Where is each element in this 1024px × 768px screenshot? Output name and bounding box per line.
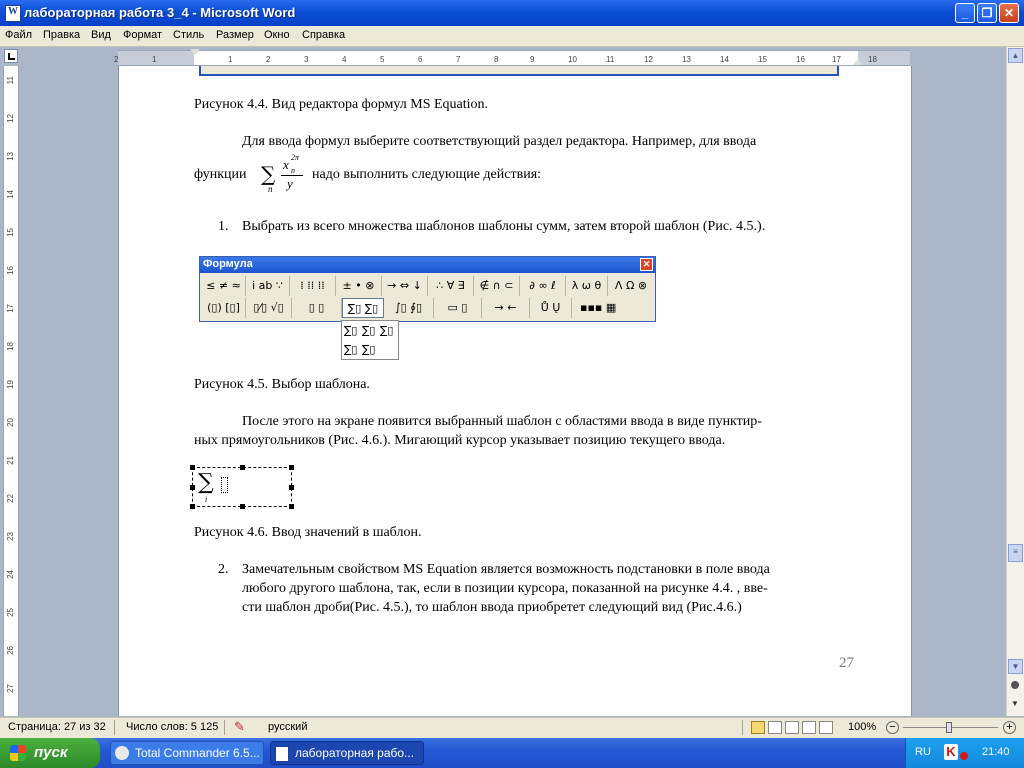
menu-bar [0,26,1024,47]
status-separator [114,720,115,735]
ruler-tick: 2 [266,55,271,64]
status-separator [742,720,743,735]
menu-edit[interactable]: Правка [43,29,81,41]
equation-toolbar-figure[interactable] [199,256,656,322]
list-item-2-line-2: любого другого шаблона, так, если в позиции курсора, показанной на рисунке 4.4. , вве- [242,581,768,596]
vruler-tick: 15 [6,228,15,237]
sum-template-image[interactable] [192,467,292,507]
vertical-ruler[interactable] [3,66,19,716]
ruler-tick: 12 [644,55,653,64]
caption-figure-4-4: Рисунок 4.4. Вид редактора формул MS Equation. [194,97,489,112]
resize-handle[interactable] [190,504,195,509]
taskbar-task-label: лабораторная рабо... [295,746,415,760]
resize-handle[interactable] [240,465,245,470]
taskbar-total-commander[interactable] [110,741,264,765]
minimize-button[interactable]: _ [955,3,975,23]
ruler-tick: 16 [796,55,805,64]
paragraph-1-fn-before: функции [194,167,247,182]
eq-overbars-button[interactable]: ▭ ▯ [434,298,482,318]
list-item-1-text: Выбрать из всего множества шаблонов шаблоны сумм, затем второй шаблон (Рис. 4.5.). [242,219,766,234]
eq-operators-button[interactable]: ± • ⊗ [336,276,382,296]
eq-greek-lower-button[interactable]: λ ω θ [566,276,608,296]
vruler-tick: 27 [6,684,15,693]
eq-fences-button[interactable]: (▯) [▯] [202,298,246,318]
page-number: 27 [839,655,854,671]
system-tray [905,738,1024,768]
ruler-tick: 18 [868,55,877,64]
language-indicator[interactable]: RU [915,746,931,758]
first-line-indent-marker[interactable] [190,49,200,55]
title-bar[interactable] [0,0,1024,26]
equation-toolbar-title: Формула [203,258,253,270]
ruler-tick: 15 [758,55,767,64]
ruler-tick: 14 [720,55,729,64]
paragraph-1-line-1: Для ввода формул выберите соответствующий раздел редактора. Например, для ввода [242,134,757,149]
list-item-2-line-1: Замечательным свойством MS Equation является возможность подстановки в поле ввода [242,562,770,577]
ruler-tick: 17 [832,55,841,64]
close-button[interactable]: ✕ [999,3,1019,23]
ruler-tick: 4 [342,55,347,64]
vruler-tick: 14 [6,190,15,199]
sum-template-sub: i [205,495,208,504]
eq-misc-button[interactable]: ∂ ∞ ℓ [520,276,566,296]
start-button[interactable] [0,738,100,768]
right-indent-marker[interactable] [853,59,863,65]
next-page-icon[interactable]: ▼ [1011,699,1019,708]
menu-help[interactable]: Справка [302,29,346,41]
sum-template-option[interactable]: ∑▯ [362,343,376,356]
eq-embellishments-button[interactable]: ⁞ ⁞⁞ ⁞⁞ [290,276,336,296]
eq-fractions-button[interactable]: ▯⁄▯ √▯ [246,298,292,318]
antivirus-icon[interactable]: K [944,744,958,760]
vruler-tick: 21 [6,456,15,465]
menu-view[interactable]: Вид [91,29,111,41]
status-bar [0,717,1024,738]
eq-matrices-button[interactable]: ▪▪▪ ▦ [580,301,617,314]
eq-greek-upper-button[interactable]: Λ Ω ⊗ [614,279,648,292]
windows-logo-icon [10,745,26,761]
formula-sigma: ∑ [261,162,276,186]
window-title: лабораторная работа 3_4 - Microsoft Word [24,5,296,20]
eq-arrows-button[interactable]: → ⇔ ↓ [382,276,428,296]
ruler-tick: 1 [228,55,233,64]
caption-figure-4-5: Рисунок 4.5. Выбор шаблона. [194,377,370,392]
web-layout-view-icon[interactable] [768,721,782,734]
status-language[interactable]: русский [268,721,308,733]
menu-size[interactable]: Размер [216,29,254,41]
menu-format[interactable]: Формат [123,29,163,41]
formula-den: y [287,176,293,191]
ruler-tick: 2 [114,55,119,64]
print-layout-view-icon[interactable] [751,721,765,734]
vruler-tick: 13 [6,152,15,161]
list-item-1-number: 1. [218,219,229,234]
outline-view-icon[interactable] [802,721,816,734]
zoom-out-icon[interactable]: − [886,721,899,734]
taskbar-word-document[interactable] [270,741,424,765]
alert-icon[interactable] [960,752,968,760]
ruler-tick: 3 [304,55,309,64]
system-clock[interactable]: 21:40 [982,746,1010,758]
vruler-tick: 22 [6,494,15,503]
sum-template-option[interactable]: ∑▯ [344,343,358,356]
scroll-thumb[interactable]: ≡ [1008,544,1023,562]
formula-num-sup: 2π [291,153,300,162]
summation-template-dropdown[interactable] [341,320,399,360]
ruler-tick: 10 [568,55,577,64]
vruler-tick: 25 [6,608,15,617]
zoom-level[interactable]: 100% [848,721,877,733]
resize-handle[interactable] [190,465,195,470]
word-document-icon [275,746,289,762]
menu-file[interactable]: Файл [5,29,33,41]
ruler-tick: 7 [456,55,461,64]
vruler-tick: 16 [6,266,15,275]
resize-handle[interactable] [240,504,245,509]
vruler-tick: 24 [6,570,15,579]
list-item-2-number: 2. [218,562,229,577]
menu-style[interactable]: Стиль [173,29,205,41]
eq-scripts-button[interactable]: ▯ ▯ [292,298,342,318]
eq-spaces-button[interactable]: ı̇ ab ∵ [246,276,290,296]
status-word-count[interactable]: Число слов: 5 125 [126,721,219,733]
resize-handle[interactable] [289,465,294,470]
ruler-tick: 11 [606,55,615,64]
ruler-tick: 6 [418,55,423,64]
sum-template-option[interactable]: ∑▯ [344,324,358,337]
status-page[interactable]: Страница: 27 из 32 [8,721,106,733]
paragraph-1-fn-after: надо выполнить следующие действия: [312,167,542,182]
vruler-tick: 18 [6,342,15,351]
ruler-tick: 13 [682,55,691,64]
eq-integrals-button[interactable]: ∫▯ ∮▯ [384,298,434,318]
eq-products-button[interactable]: Ů Ų [530,298,572,318]
previous-figure-image[interactable] [199,66,839,76]
total-commander-icon [115,746,129,760]
formula-sub: n [268,184,273,194]
status-separator [224,720,225,735]
caption-figure-4-6: Рисунок 4.6. Ввод значений в шаблон. [194,525,422,540]
formula-num-sub: n [291,166,295,175]
vruler-tick: 19 [6,380,15,389]
document-page[interactable] [118,66,912,716]
reading-view-icon[interactable] [785,721,799,734]
sum-template-option[interactable]: ∑▯ [380,324,394,337]
menu-window[interactable]: Окно [264,29,290,41]
browse-object-icon[interactable] [1011,681,1019,689]
resize-handle[interactable] [289,485,294,490]
sum-template-sigma: ∑ [198,470,214,495]
eq-summation-button[interactable]: ∑▯ ∑▯ [342,298,384,318]
ruler-tick: 8 [494,55,499,64]
vruler-tick: 26 [6,646,15,655]
draft-view-icon[interactable] [819,721,833,734]
scroll-down-icon[interactable]: ▼ [1008,659,1023,674]
formula-image[interactable] [259,150,309,198]
zoom-in-icon[interactable]: + [1003,721,1016,734]
vruler-tick: 17 [6,304,15,313]
vertical-scrollbar[interactable] [1006,47,1024,716]
taskbar-task-label: Total Commander 6.5... [135,746,260,760]
eq-logic-button[interactable]: ∴ ∀ ∃ [428,276,474,296]
sum-template-option[interactable]: ∑▯ [362,324,376,337]
ruler-tick: 9 [530,55,535,64]
paragraph-2-line-1: После этого на экране появится выбранный шаблон с областями ввода в виде пунктир- [242,414,762,429]
eq-labeled-arrows-button[interactable]: → ← [482,298,530,318]
word-app-icon[interactable] [5,5,21,22]
eq-relations-button[interactable]: ≤ ≠ ≈ [202,276,246,296]
zoom-slider-thumb[interactable] [946,722,952,733]
spelling-check-icon[interactable]: ✎ [234,719,245,734]
paragraph-2-line-2: ных прямоугольников (Рис. 4.6.). Мигающий курсор указывает позицию текущего ввода. [194,433,726,448]
ruler-tick: 1 [152,55,157,64]
horizontal-ruler[interactable] [114,50,910,66]
equation-toolbar-close-icon[interactable]: ✕ [640,258,653,271]
list-item-2-line-3: сти шаблон дроби(Рис. 4.5.), то шаблон ввода приобретет следующий вид (Рис.4.6.) [242,600,742,615]
vruler-tick: 12 [6,114,15,123]
equation-toolbar-titlebar [200,257,655,273]
vruler-tick: 20 [6,418,15,427]
start-label: пуск [34,744,68,761]
tab-selector-icon[interactable] [4,49,18,63]
sum-template-input-slot[interactable] [221,477,228,493]
restore-button[interactable]: ❐ [977,3,997,23]
resize-handle[interactable] [190,485,195,490]
vruler-tick: 11 [6,76,15,85]
eq-sets-button[interactable]: ∉ ∩ ⊂ [474,276,520,296]
ruler-margin-right [858,51,910,65]
resize-handle[interactable] [289,504,294,509]
scroll-up-icon[interactable]: ▲ [1008,48,1023,63]
formula-num: x [283,157,289,172]
ruler-tick: 5 [380,55,385,64]
vruler-tick: 23 [6,532,15,541]
